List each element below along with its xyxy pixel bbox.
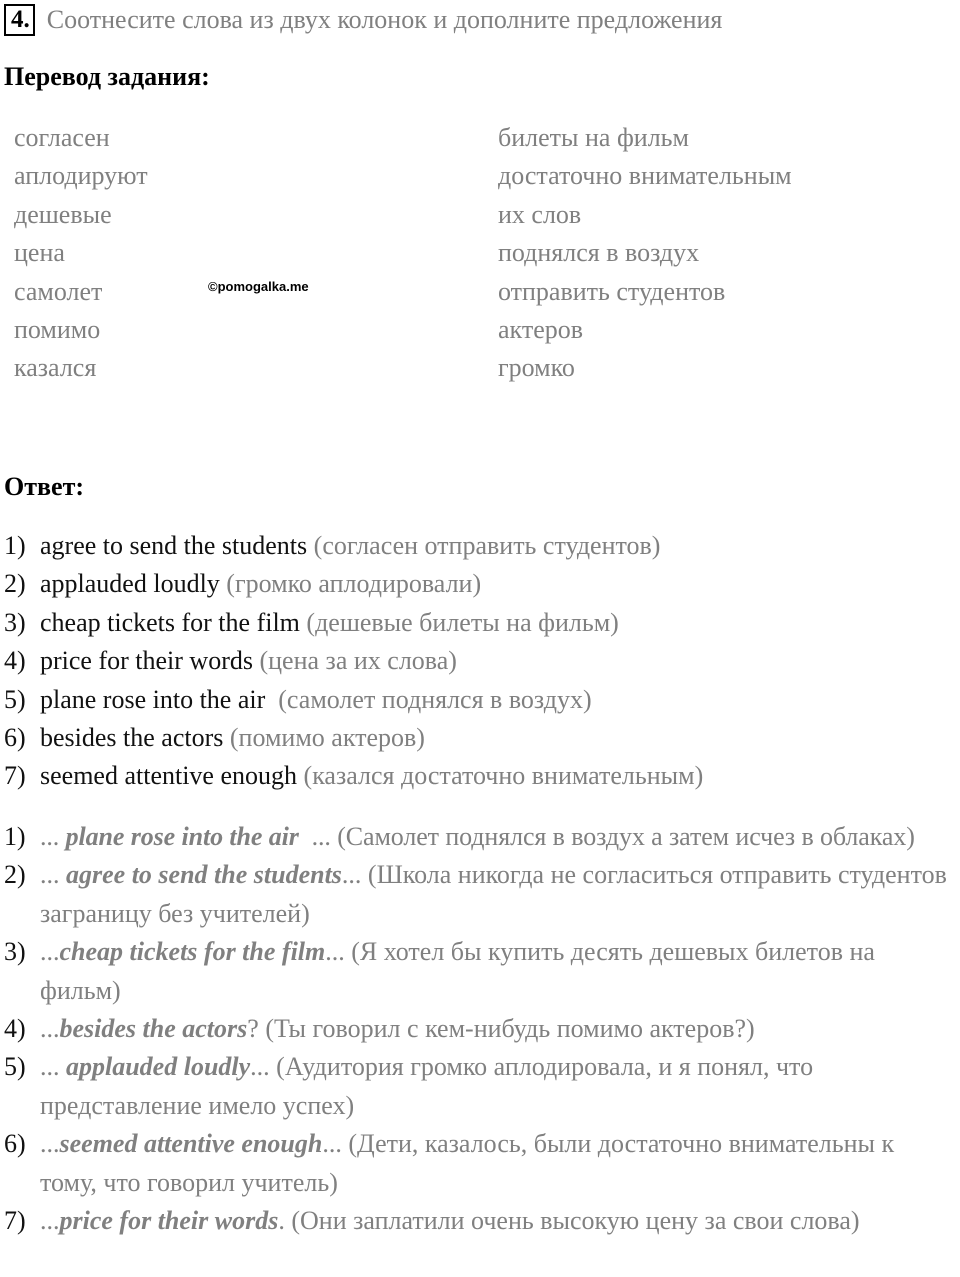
sentence-translation: (Дети, казалось, были достаточно внимательны к тому, что говорил учитель): [40, 1129, 895, 1197]
watermark: ©pomogalka.me: [208, 279, 309, 294]
task-instruction: Соотнесите слова из двух колонок и дополните предложения: [46, 5, 723, 34]
sentence-item: [4, 1048, 954, 1125]
right-word: их слов: [498, 199, 582, 229]
russian-translation: (громко аплодировали): [219, 569, 482, 599]
sentence-item: [4, 1125, 954, 1202]
sentence-item: [4, 818, 954, 856]
sentence-prefix: ...: [40, 1129, 60, 1159]
item-number: 6): [4, 722, 26, 752]
sentences-list: [4, 818, 954, 1240]
inserted-phrase: applauded loudly: [66, 1052, 251, 1082]
sentence-item: [4, 856, 954, 933]
right-word: поднялся в воздух: [498, 238, 700, 268]
sentence-prefix: ...: [40, 1014, 60, 1044]
item-number: 3): [4, 937, 26, 967]
sentence-punctuation: ...: [298, 822, 338, 851]
russian-translation: (помимо актеров): [223, 722, 425, 752]
inserted-phrase: seemed attentive enough: [59, 1129, 323, 1159]
sentence-translation: (Школа никогда не согласиться отправить студентов заграницу без учителей): [40, 860, 947, 928]
task-header: [4, 2, 722, 38]
item-number: 5): [4, 1052, 26, 1082]
match-item: [4, 757, 703, 795]
item-number: 4): [4, 646, 26, 676]
left-word: самолет: [14, 276, 103, 306]
item-number: 6): [4, 1129, 26, 1159]
item-number: 7): [4, 1206, 26, 1236]
match-item: [4, 604, 703, 642]
sentence-punctuation: ...: [341, 860, 368, 890]
sentence-translation: (Самолет поднялся в воздух а затем исчез в облаках): [337, 822, 915, 851]
sentence-translation: (Я хотел бы купить десять дешевых билетов на фильм): [40, 937, 875, 1005]
match-item: [4, 527, 703, 565]
answer-title: Ответ:: [4, 472, 85, 501]
russian-translation: (согласен отправить студентов): [307, 531, 661, 560]
left-word-column: [14, 119, 148, 388]
inserted-phrase: agree to send the students: [66, 860, 342, 890]
russian-translation: (дешевые билеты на фильм): [299, 607, 619, 637]
inserted-phrase: cheap tickets for the film: [59, 937, 326, 967]
english-phrase: price for their words: [40, 646, 253, 676]
sentence-punctuation: ...: [325, 937, 352, 967]
russian-translation: (цена за их слова): [252, 646, 457, 676]
right-word: отправить студентов: [498, 276, 726, 306]
matches-list: [4, 527, 703, 796]
sentence-punctuation: ...: [250, 1052, 277, 1082]
sentence-punctuation: ...: [322, 1129, 349, 1159]
item-number: 3): [4, 607, 26, 637]
left-word: аплодируют: [14, 161, 148, 191]
left-word: помимо: [14, 314, 101, 344]
english-phrase: applauded loudly: [40, 569, 220, 599]
left-word: казался: [14, 353, 97, 383]
sentence-prefix: ...: [40, 937, 60, 967]
item-number: 2): [4, 569, 26, 599]
item-number: 4): [4, 1014, 26, 1044]
match-item: [4, 681, 703, 719]
english-phrase: besides the actors: [40, 722, 224, 752]
russian-translation: (самолет поднялся в воздух): [265, 684, 592, 714]
match-item: [4, 642, 703, 680]
sentence-prefix: ...: [40, 822, 66, 851]
translation-title: Перевод задания:: [4, 62, 210, 91]
english-phrase: cheap tickets for the film: [40, 607, 300, 637]
right-word: громко: [498, 353, 575, 383]
item-number: 7): [4, 761, 26, 791]
sentence-translation: (Аудитория громко аплодировала, и я понял, что представление имело успех): [40, 1052, 814, 1120]
russian-translation: (казался достаточно внимательным): [297, 761, 704, 791]
right-word: билеты на фильм: [498, 123, 689, 152]
sentence-punctuation: ?: [247, 1014, 266, 1044]
inserted-phrase: besides the actors: [59, 1014, 248, 1044]
task-number: 4.: [4, 4, 35, 36]
sentence-translation: (Ты говорил с кем-нибудь помимо актеров?): [265, 1014, 755, 1044]
sentence-item: [4, 933, 954, 1010]
left-word: цена: [14, 238, 65, 268]
sentence-item: [4, 1010, 954, 1048]
match-item: [4, 565, 703, 603]
english-phrase: seemed attentive enough: [40, 761, 298, 791]
left-word: согласен: [14, 123, 110, 152]
sentence-prefix: ...: [40, 860, 66, 890]
item-number: 5): [4, 684, 26, 714]
item-number: 1): [4, 531, 26, 560]
right-word: актеров: [498, 314, 584, 344]
sentence-translation: (Они заплатили очень высокую цену за свои слова): [291, 1206, 860, 1236]
sentence-punctuation: .: [278, 1206, 292, 1236]
item-number: 2): [4, 860, 26, 890]
right-word-column: [498, 119, 792, 388]
sentence-prefix: ...: [40, 1052, 66, 1082]
sentence-item: [4, 1202, 954, 1240]
inserted-phrase: plane rose into the air: [65, 822, 299, 851]
inserted-phrase: price for their words: [59, 1206, 279, 1236]
english-phrase: plane rose into the air: [40, 684, 266, 714]
sentence-prefix: ...: [40, 1206, 60, 1236]
right-word: достаточно внимательным: [498, 161, 792, 191]
english-phrase: agree to send the students: [40, 531, 308, 560]
item-number: 1): [4, 822, 26, 851]
match-item: [4, 719, 703, 757]
left-word: дешевые: [14, 199, 112, 229]
